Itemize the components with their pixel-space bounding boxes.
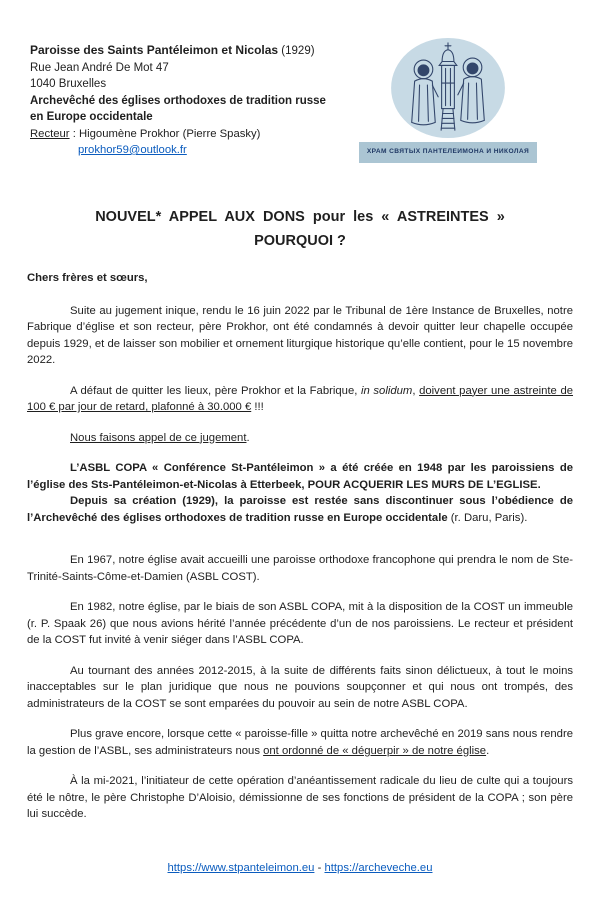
paragraph-judgment: Suite au jugement inique, rendu le 16 juin 2022 par le Tribunal de 1ère Instance de Bruxelles, notre Fabrique d’église et son recteur, père Prokhor, ont été condamnés à devoir quitter leur chapelle occupée depuis 1929, et de laisser son mobilier et ornement liturgique historique qu’elle contient, pour le 15 novembre 2022. — [27, 304, 573, 366]
org-founding-year: (1929) — [278, 45, 315, 57]
archdiocese-line1: Archevêché des églises orthodoxes de tradition russe — [30, 94, 326, 107]
paragraph-1967: En 1967, notre église avait accueilli une paroisse orthodoxe francophone qui prendra le nom de Ste-Trinité-Saints-Côme-et-Damien (ASBL COST). — [27, 554, 573, 583]
rector-label: Recteur — [30, 127, 70, 140]
obedience-bold: Depuis sa création (1929), la paroisse est restée sans discontinuer sous l’obédience de l’Archevêché des églises orthodoxes de tradition russe en Europe occidentale — [27, 495, 573, 524]
title-line2: POURQUOI ? — [254, 233, 346, 249]
title-line1: NOUVEL* APPEL AUX DONS pour les « ASTREINTES » — [95, 209, 505, 225]
astreinte-underlined: doivent payer une astreinte de 100 € par jour de retard, plafonné à 30.000 € — [27, 384, 574, 413]
rector-name: : Higoumène Prokhor (Pierre Spasky) — [69, 127, 261, 140]
archdiocese-line2: en Europe occidentale — [30, 111, 153, 123]
in-solidum-italic: in solidum — [361, 384, 413, 397]
saints-and-church-icon — [389, 36, 507, 140]
stpanteleimon-link[interactable]: https://www.stpanteleimon.eu — [167, 862, 315, 874]
paragraph-appeal: Nous faisons appel de ce jugement. — [70, 431, 250, 444]
paragraph-1982: En 1982, notre église, par le biais de son ASBL COPA, mit à la disposition de la COST un immeuble (r. P. Spaak 26) que nous avions hérité l’année précédente d’un de nos paroissiens. Le recteur et président de la COST fut invité à venir siéger dans l’ASBL COPA. — [27, 601, 573, 646]
parish-logo — [358, 36, 538, 163]
deguerpir-underlined: ont ordonné de « déguerpir » de notre église — [263, 744, 487, 757]
org-name: Paroisse des Saints Pantéleimon et Nicolas — [30, 43, 279, 57]
salutation: Chers frères et sœurs, — [27, 272, 148, 284]
link-separator: - — [314, 862, 325, 874]
paragraph-obedience — [27, 493, 573, 526]
astreinte-text: A défaut de quitter les lieux, père Prokhor et la Fabrique, — [70, 384, 361, 397]
address-city: 1040 Bruxelles — [30, 78, 107, 90]
paragraph-2021: À la mi-2021, l’initiateur de cette opération d’anéantissement radicale du lieu de culte qui a toujours été le nôtre, le père Christophe D’Aloisio, démissionne de ses fonctions de président de la COPA ; son père lui succède. — [27, 775, 573, 820]
paragraph-2019: Plus grave encore, lorsque cette « paroisse-fille » quitta notre archevêché en 2019 sans nous rendre la gestion de l’ASBL, ses administrateurs nous ont ordonné de « déguerpir » de notre église. — [27, 728, 574, 757]
archeveche-link[interactable]: https://archeveche.eu — [324, 862, 433, 874]
logo-banner-text: ХРАМ СВЯТЫХ ПАНТЕЛЕИМОНА И НИКОЛАЯ — [359, 142, 537, 163]
address-street: Rue Jean André De Mot 47 — [30, 61, 169, 74]
letter-body — [27, 270, 573, 837]
paragraph-astreinte: A défaut de quitter les lieux, père Prokhor et la Fabrique, in solidum, doivent payer une astreinte de 100 € par jour de retard, plafonné à 30.000 € !!! — [27, 384, 574, 413]
footer-links — [0, 860, 600, 877]
obedience-regular: (r. Daru, Paris). — [450, 511, 528, 524]
appeal-underlined: Nous faisons appel de ce jugement — [70, 431, 247, 444]
document-title — [30, 205, 570, 253]
rector-email-link[interactable]: prokhor59@outlook.fr — [78, 144, 187, 156]
paragraph-asbl-copa: L’ASBL COPA « Conférence St-Pantéleimon » a été créée en 1948 par les paroissiens de l’église des Sts-Pantéleimon-et-Nicolas à Etterbeek, POUR ACQUERIR LES MURS DE L’EGLISE. — [27, 462, 573, 491]
paragraph-2012-2015: Au tournant des années 2012-2015, à la suite de différents faits sinon délictueux, à tout le moins inacceptables sur le plan juridique que nous ne pouvions soupçonner et qui nous ont trompés, des administrateurs de la COST se sont emparées du pouvoir au sein de notre ASBL COPA. — [27, 664, 573, 710]
